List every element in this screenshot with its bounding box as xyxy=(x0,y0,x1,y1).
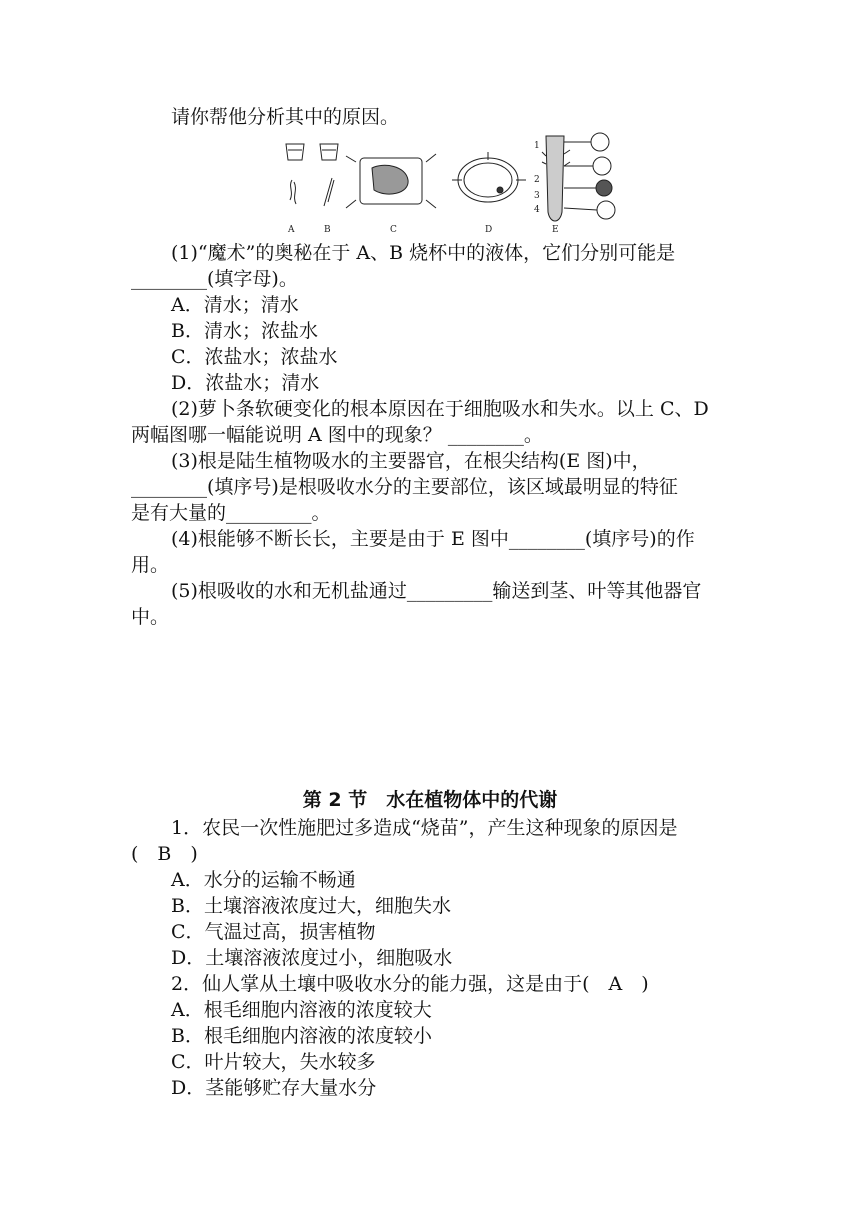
e-part-2-label: 2 xyxy=(534,175,540,185)
s1-line-2: ( B ) xyxy=(131,843,198,865)
q1-option-a: A．清水；清水 xyxy=(171,294,299,316)
e-part-4-label: 4 xyxy=(534,205,540,215)
q1-line-2: ________(填字母)。 xyxy=(131,268,298,290)
s1-option-b: B．土壤溶液浓度过大，细胞失水 xyxy=(171,895,451,917)
s1-option-c: C．气温过高，损害植物 xyxy=(171,921,376,943)
q5-line-1: (5)根吸收的水和无机盐通过_________输送到茎、叶等其他器官 xyxy=(171,580,702,602)
figure-label-c: C xyxy=(390,225,397,235)
s1-option-d: D．土壤溶液浓度过小，细胞吸水 xyxy=(171,947,453,969)
q3-line-3: 是有大量的_________。 xyxy=(131,502,331,524)
e-part-1-label: 1 xyxy=(534,141,540,151)
q3-line-2: ________(填序号)是根吸收水分的主要部位，该区域最明显的特征 xyxy=(131,476,678,498)
e-part-3-label: 3 xyxy=(534,191,540,201)
figure-label-d: D xyxy=(485,225,493,235)
q5-line-2: 中。 xyxy=(131,606,170,628)
cell-c-illustration xyxy=(346,154,436,208)
q4-line-2: 用。 xyxy=(131,554,170,576)
q1-option-b: B．清水；浓盐水 xyxy=(171,320,318,342)
figure-label-e: E xyxy=(552,225,559,235)
q1-line-1: (1)“魔术”的奥秘在于 A、B 烧杯中的液体，它们分别可能是 xyxy=(171,242,676,264)
s1-option-a: A．水分的运输不畅通 xyxy=(171,869,356,891)
q2-line-2: 两幅图哪一幅能说明 A 图中的现象？ ________。 xyxy=(131,424,543,446)
q4-line-1: (4)根能够不断长长，主要是由于 E 图中________(填序号)的作 xyxy=(171,528,695,550)
s2-option-c: C．叶片较大，失水较多 xyxy=(171,1051,376,1073)
s2-option-d: D．茎能够贮存大量水分 xyxy=(171,1077,377,1099)
figure-label-a: A xyxy=(288,225,295,235)
figure-label-b: B xyxy=(324,225,331,235)
s2-option-b: B．根毛细胞内溶液的浓度较小 xyxy=(171,1025,432,1047)
q3-line-1: (3)根是陆生植物吸水的主要器官，在根尖结构(E 图)中， xyxy=(171,450,651,472)
root-tip-e-illustration xyxy=(542,133,615,221)
cell-d-illustration xyxy=(452,152,526,202)
q2-line-1: (2)萝卜条软硬变化的根本原因在于细胞吸水和失水。以上 C、D xyxy=(171,398,709,420)
intro-text: 请你帮他分析其中的原因。 xyxy=(171,106,400,128)
beaker-b-illustration xyxy=(320,144,338,206)
experiment-figure xyxy=(280,132,632,236)
q1-option-c: C．浓盐水；浓盐水 xyxy=(171,346,338,368)
s2-line-1: 2．仙人掌从土壤中吸收水分的能力强，这是由于( A ) xyxy=(171,973,649,995)
q1-option-d: D．浓盐水；清水 xyxy=(171,372,320,394)
section-title: 第 2 节 水在植物体中的代谢 xyxy=(302,789,558,811)
s1-line-1: 1．农民一次性施肥过多造成“烧苗”，产生这种现象的原因是 xyxy=(171,817,678,839)
s2-option-a: A．根毛细胞内溶液的浓度较大 xyxy=(171,999,432,1021)
beaker-a-illustration xyxy=(286,144,304,204)
